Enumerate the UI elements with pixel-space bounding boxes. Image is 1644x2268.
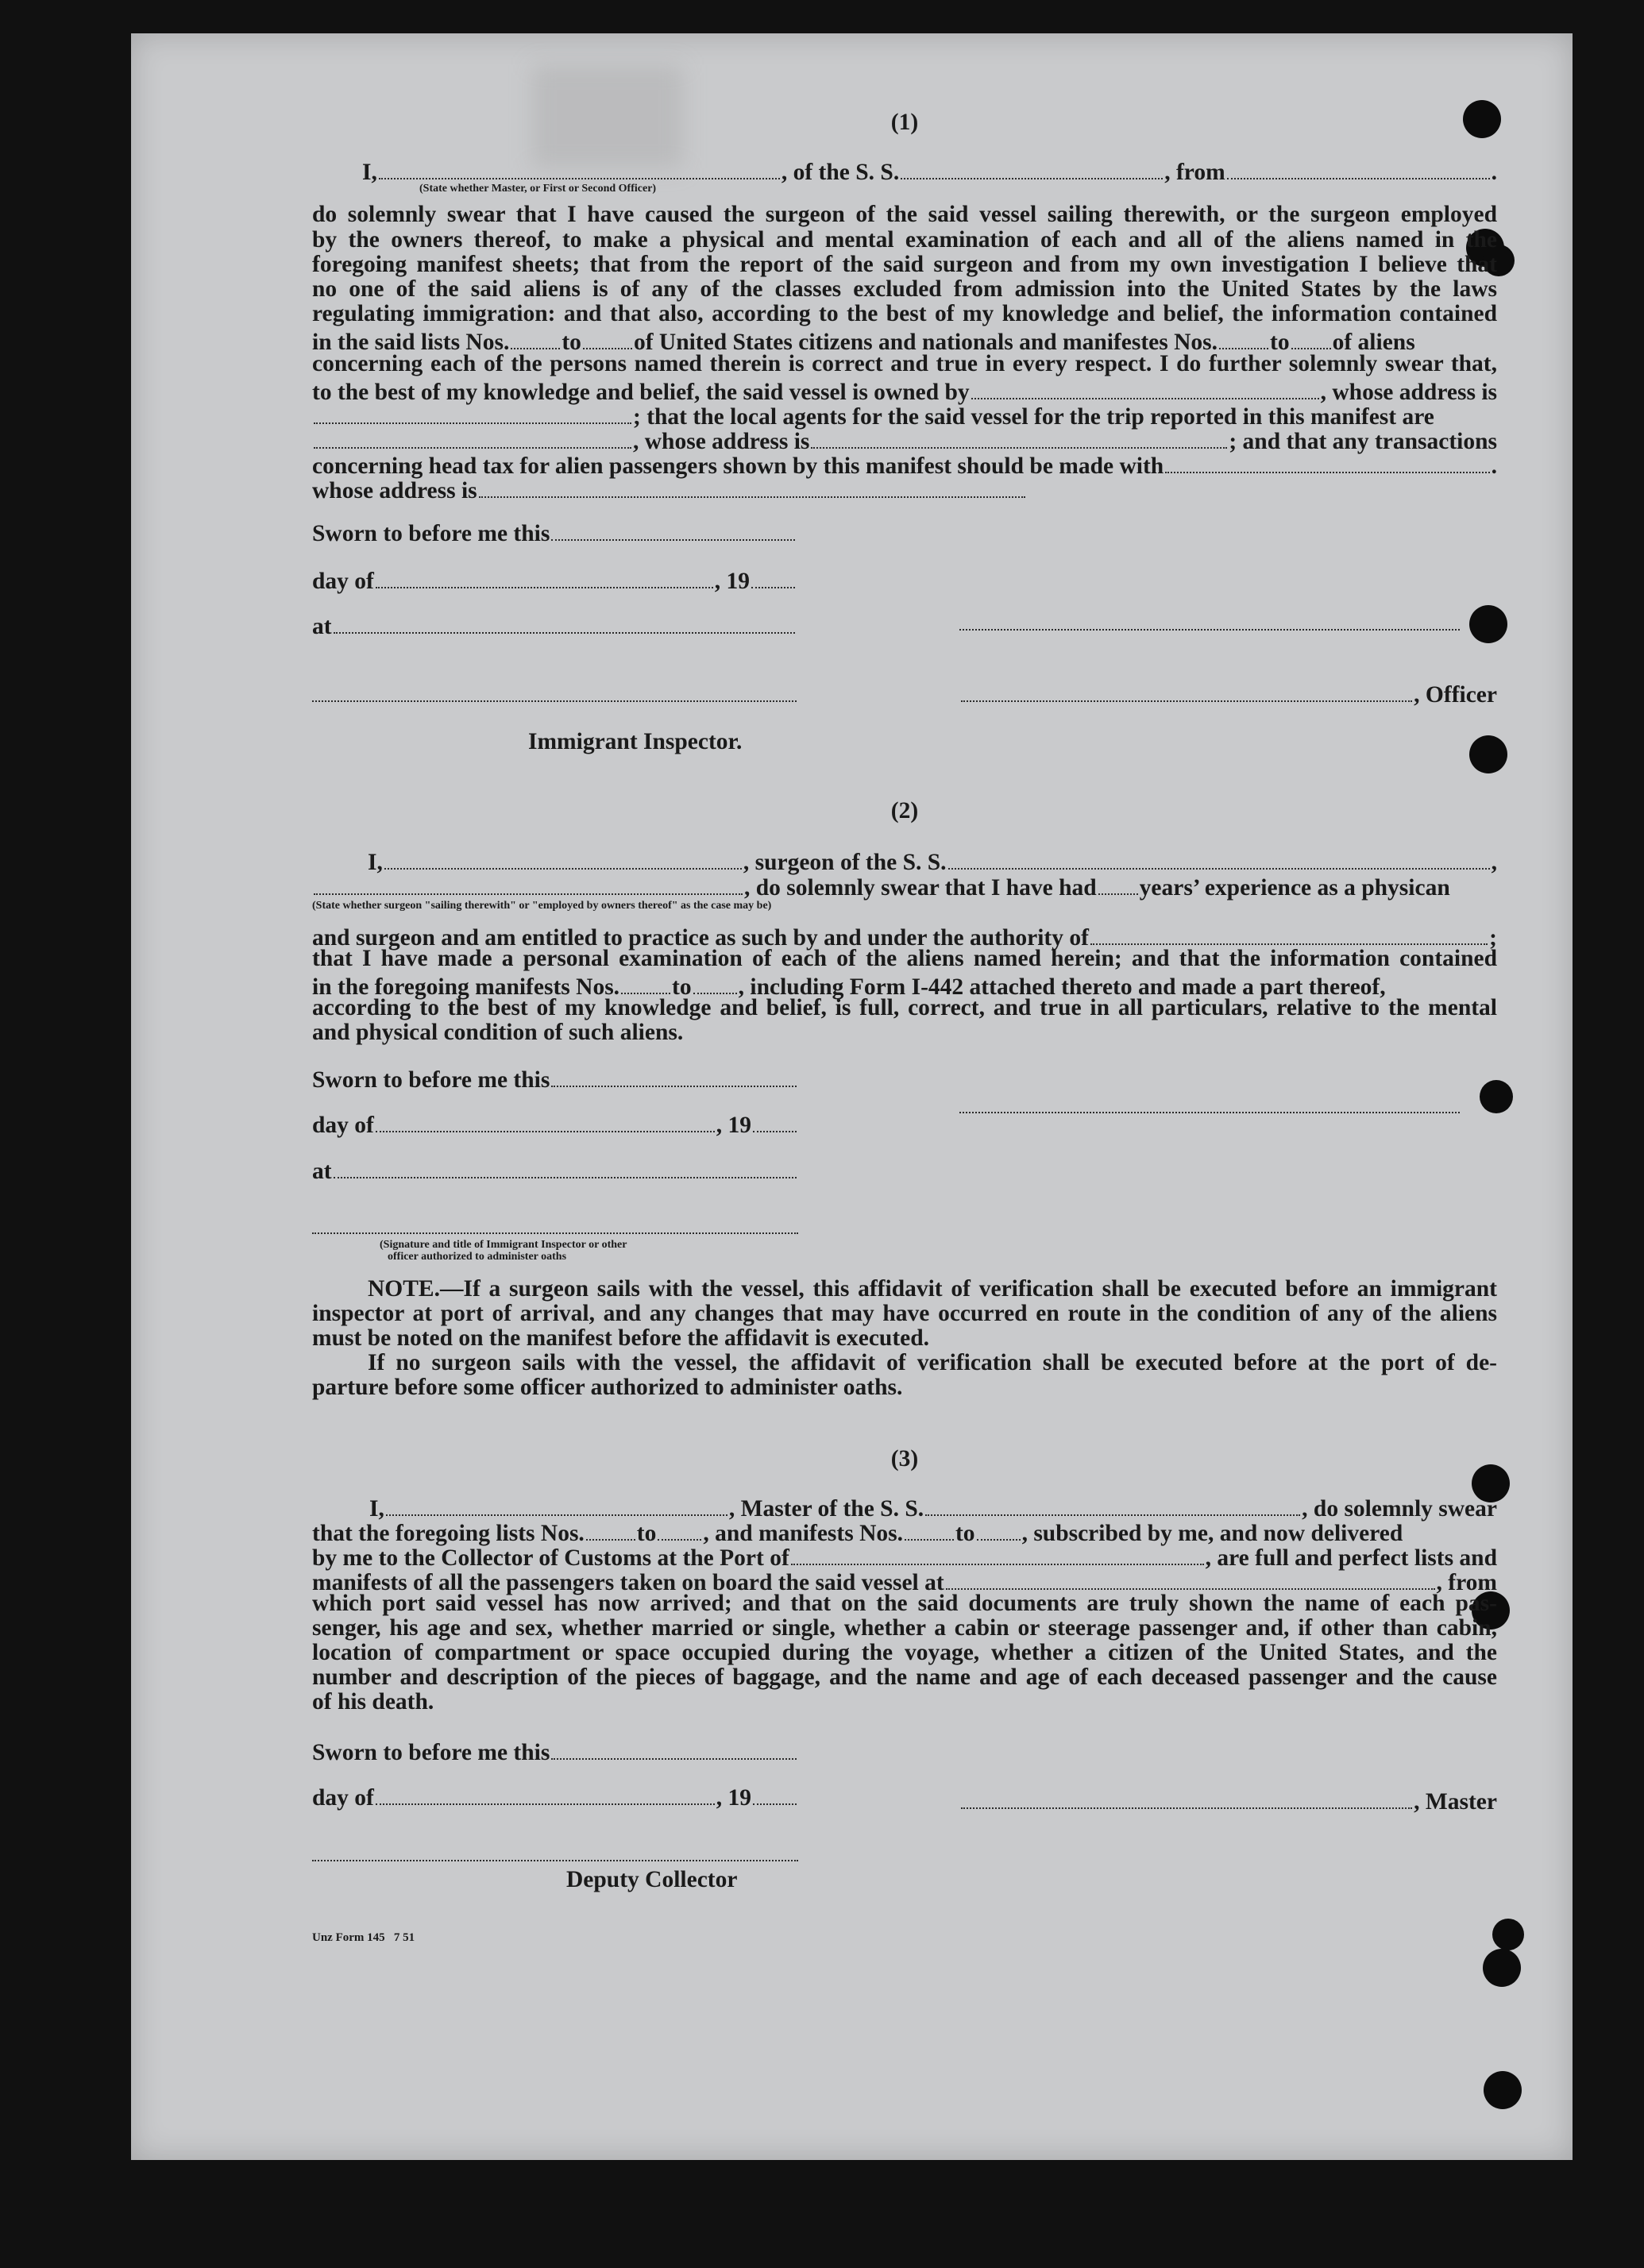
vessel-name-blank[interactable] — [948, 847, 1490, 870]
inspector-signature-line — [312, 678, 797, 702]
deputy-signature-line — [312, 1838, 798, 1861]
section-number-1: (1) — [890, 110, 919, 135]
form-number: Unz Form 145 7 51 — [312, 1931, 415, 1944]
deputy-signature-blank[interactable] — [312, 1838, 798, 1861]
paragraph-line: which port said vessel has now arrived; and that on the said documents are truly shown the name of each pas- — [312, 1591, 1497, 1616]
head-tax-address-blank[interactable] — [479, 475, 1025, 498]
binder-hole — [1469, 605, 1507, 643]
paragraph-line: do solemnly swear that I have caused the surgeon of the said vessel sailing therewith, or the surgeon employed — [312, 202, 1497, 227]
owner-address-blank[interactable] — [314, 401, 631, 424]
manifest-no-from-blank[interactable] — [1219, 326, 1268, 349]
lists-line: that the foregoing lists Nos. to , and manifests Nos. to , subscribed by me, and now delivered — [312, 1518, 1497, 1546]
surgeon-signature-blank[interactable] — [959, 1090, 1460, 1113]
paragraph-line: of his death. — [312, 1689, 434, 1714]
agents-line: ; that the local agents for the said vessel for the trip reported in this manifest are — [312, 401, 1497, 430]
list-no-to-blank[interactable] — [583, 326, 632, 349]
authority-line: and surgeon and am entitled to practice as such by and under the authority of ; — [312, 922, 1497, 951]
binder-hole — [1484, 2071, 1522, 2109]
whose-address-line: whose address is — [312, 475, 1027, 503]
list-no-to-blank[interactable] — [658, 1518, 701, 1541]
embarkation-port-blank[interactable] — [946, 1567, 1435, 1590]
binder-hole — [1480, 1080, 1513, 1113]
paragraph-line: location of compartment or space occupied during the voyage, whether a citizen of the United States, and the — [312, 1640, 1497, 1665]
manifest-no-from-blank[interactable] — [621, 971, 670, 994]
paragraph-line: regulating immigration: and that also, according to the best of my knowledge and belief, the information contained — [312, 301, 1497, 326]
year-blank[interactable] — [751, 565, 795, 588]
sworn-date-blank[interactable] — [551, 1737, 797, 1760]
signature-note: (Signature and title of Immigrant Inspector or other — [380, 1239, 627, 1251]
list-no-from-blank[interactable] — [586, 1518, 635, 1541]
paragraph-line: that I have made a personal examination of each of the aliens named herein; and that the information contained — [312, 946, 1497, 971]
day-of-blank[interactable] — [376, 565, 713, 588]
authority-blank[interactable] — [1090, 922, 1488, 945]
agents-name-blank[interactable] — [314, 426, 631, 449]
owner-line: to the best of my knowledge and belief, the said vessel is owned by , whose address is — [312, 376, 1497, 405]
note-line: inspector at port of arrival, and any changes that may have occurred en route in the condition of any of the aliens — [312, 1301, 1497, 1326]
note-line: must be noted on the manifest before the affidavit is executed. — [312, 1325, 930, 1351]
surgeon-line: I, , surgeon of the S. S. , — [312, 847, 1497, 875]
master-signature-blank[interactable] — [961, 1786, 1412, 1809]
manifests-nos-line: in the foregoing manifests Nos. to , including Form I-442 attached thereto and made a part thereof, — [312, 971, 1497, 1000]
sworn-line: Sworn to before me this — [312, 1737, 798, 1765]
port-line: by me to the Collector of Customs at the Port of , are full and perfect lists and — [312, 1542, 1497, 1571]
binder-hole — [1483, 1949, 1521, 1987]
head-tax-contact-blank[interactable] — [1165, 450, 1489, 473]
day-of-blank[interactable] — [376, 1782, 715, 1805]
sworn-line: Sworn to before me this — [312, 518, 797, 546]
binder-hole — [1492, 1919, 1524, 1950]
day-of-line: day of , 19 — [312, 1109, 798, 1138]
manifest-no-to-blank[interactable] — [693, 971, 737, 994]
at-line: at — [312, 611, 797, 639]
year-blank[interactable] — [753, 1109, 797, 1132]
signature-line — [959, 607, 1460, 631]
deputy-collector-label: Deputy Collector — [566, 1867, 738, 1892]
paragraph-line: senger, his age and sex, whether married or single, whether a cabin or steerage passenger and, if other than cabin, — [312, 1615, 1497, 1641]
at-place-blank[interactable] — [334, 1155, 797, 1178]
from-port-blank[interactable] — [1227, 156, 1490, 179]
surgeon-note: (State whether surgeon "sailing therewith" or "employed by owners thereof" as the case may be) — [312, 900, 772, 912]
signature-line — [959, 1090, 1460, 1113]
head-tax-line: concerning head tax for alien passengers shown by this manifest should be made with . — [312, 450, 1497, 479]
master-name-blank[interactable] — [386, 1493, 727, 1516]
binder-hole — [1469, 735, 1507, 773]
list-no-from-blank[interactable] — [511, 326, 560, 349]
officer-name-blank[interactable] — [379, 156, 780, 179]
sworn-date-blank[interactable] — [551, 1064, 797, 1087]
year-blank[interactable] — [753, 1782, 797, 1805]
agents-address-blank[interactable] — [811, 426, 1227, 449]
paragraph-line: number and description of the pieces of baggage, and the name and age of each deceased passenger and the cause — [312, 1664, 1497, 1690]
note-line: If no surgeon sails with the vessel, the affidavit of verification shall be executed before at the port of de- — [368, 1350, 1497, 1375]
paragraph-line: by the owners thereof, to make a physical and mental examination of each and all of the aliens named in the — [312, 227, 1497, 253]
taken-on-board-line: manifests of all the passengers taken on board the said vessel at , from — [312, 1567, 1497, 1595]
officer-signature-blank[interactable] — [961, 679, 1412, 702]
paragraph-line: no one of the said aliens is of any of the classes excluded from admission into the United States by the laws — [312, 276, 1497, 302]
vessel-name-blank[interactable] — [925, 1493, 1300, 1516]
document-page — [131, 33, 1573, 2160]
manifest-no-to-blank[interactable] — [977, 1518, 1021, 1541]
surgeon-status-blank[interactable] — [314, 872, 743, 895]
paragraph-line: and physical condition of such aliens. — [312, 1020, 684, 1045]
agents-address-line: , whose address is ; and that any transactions — [312, 426, 1497, 454]
paragraph-line: according to the best of my knowledge and belief, is full, correct, and true in all particulars, relative to the mental — [312, 995, 1497, 1020]
sworn-date-blank[interactable] — [551, 518, 795, 541]
master-oath-line: I, , of the S. S. , from . — [312, 156, 1497, 185]
years-blank[interactable] — [1098, 872, 1138, 895]
at-line: at — [312, 1155, 798, 1184]
inspector-signature-line — [312, 1210, 798, 1234]
officer-line: , Officer — [959, 679, 1497, 708]
day-of-line: day of , 19 — [312, 565, 797, 594]
section-number-2: (2) — [890, 798, 919, 824]
lists-nos-line: in the said lists Nos. to of United States citizens and nationals and manifestes Nos. to of aliens — [312, 326, 1497, 355]
day-of-blank[interactable] — [376, 1109, 715, 1132]
experience-line: , do solemnly swear that I have had years’ experience as a physican — [312, 872, 1497, 901]
owner-name-blank[interactable] — [971, 376, 1319, 399]
master-line: I, , Master of the S. S. , do solemnly swear — [312, 1493, 1497, 1522]
note-line: parture before some officer authorized to administer oaths. — [312, 1375, 903, 1400]
inspector-signature-blank[interactable] — [312, 1211, 798, 1234]
manifest-no-from-blank[interactable] — [905, 1518, 954, 1541]
surgeon-name-blank[interactable] — [384, 847, 742, 870]
at-place-blank[interactable] — [334, 611, 795, 634]
manifest-no-to-blank[interactable] — [1291, 326, 1331, 349]
inspector-label: Immigrant Inspector. — [528, 729, 743, 754]
vessel-name-blank[interactable] — [901, 156, 1163, 179]
section-number-3: (3) — [890, 1446, 919, 1472]
master-signature-line: , Master — [959, 1786, 1497, 1815]
sworn-line: Sworn to before me this — [312, 1064, 798, 1093]
port-blank[interactable] — [791, 1542, 1204, 1565]
signature-blank[interactable] — [959, 608, 1460, 631]
paragraph-line: foregoing manifest sheets; that from the report of the said surgeon and from my own investigation I believe that — [312, 252, 1497, 277]
inspector-signature-blank[interactable] — [312, 679, 797, 702]
officer-note: (State whether Master, or First or Second Officer) — [419, 183, 657, 195]
note-line: NOTE.—If a surgeon sails with the vessel, this affidavit of verification shall be executed before an immigrant — [368, 1276, 1497, 1302]
day-of-line: day of , 19 — [312, 1782, 798, 1811]
signature-note: officer authorized to administer oaths — [388, 1251, 567, 1263]
paragraph-line: concerning each of the persons named therein is correct and true in every respect. I do further solemnly swear that, — [312, 351, 1497, 376]
